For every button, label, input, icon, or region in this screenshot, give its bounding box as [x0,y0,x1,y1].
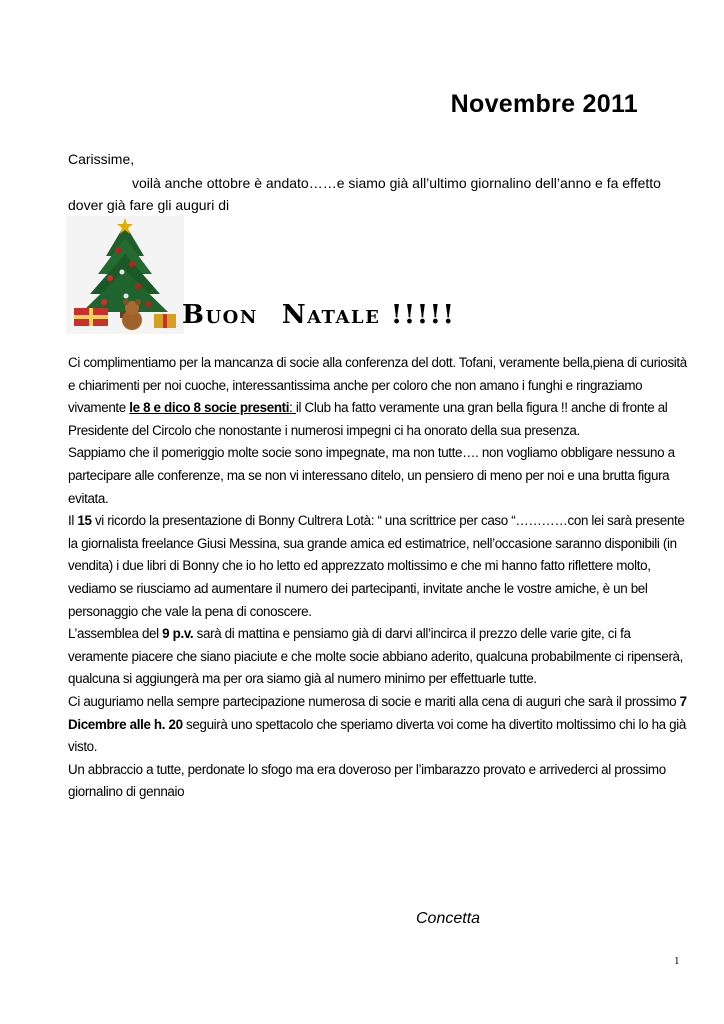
text-span: vi ricordo la presentazione di Bonny Cultrera Lotà: “ una scrittrice per caso “…………con lei sarà presente la giornalista freelance Giusi Messina, sua grande amica ed estimatrice, nell’occasione saranno disponibili (in vendita) i due libri di Bonny che io ho letto ed apprezzato moltissimo e che mi hanno fatto riflettere molto, vediamo se riusciamo ad aumentare il numero dei partecipanti, invitate anche le vostre amiche, è un bel personaggio che vale la pena di conoscere. [68,513,685,619]
intro-line-1: voilà anche ottobre è andato……e siamo già all’ultimo giornalino dell’anno e fa effetto [132,175,661,191]
date-15: 15 [77,513,92,529]
text-span: il Club ha fatto veramente una gran bella figura !! anche di fronte al Presidente del Circolo che nonostante i numerosi impegni ci ha onorato della sua presenza. [68,400,668,438]
christmas-tree-icon [66,216,184,334]
date-7-dicembre: 7 Dicembre alle h. 20 [68,693,687,732]
paragraph-assembly [68,623,688,691]
highlight-socie-presenti: le 8 e dico 8 socie presenti [129,400,290,416]
page-number: 1 [674,955,680,967]
text-span: seguirà uno spettacolo che speriamo diverta voi come ha divertito moltissimo chi lo ha già visto. [68,716,686,755]
paragraph-afternoon: Sappiamo che il pomeriggio molte socie sono impegnate, ma non tutte…. non vogliamo obbligare nessuno a partecipare alle conferenze, ma se non vi interessano ditelo, un pensiero di meno per noi e una brutta figura evitata. [68,445,675,506]
paragraph-conference [68,352,688,442]
text-span: : [289,400,296,416]
paragraph-closing: Un abbraccio a tutte, perdonate lo sfogo ma era doveroso per l’imbarazzo provato e arrivederci al prossimo giornalino di gennaio [68,761,666,800]
headline-word-2: Natale !!!!! [281,300,456,330]
intro-line-2: dover già fare gli auguri di [68,197,230,213]
date-9-pv: 9 p.v. [162,626,194,642]
buon-natale-heading [182,300,455,330]
paragraph-dinner [68,691,688,759]
greeting: Carissime, [68,151,135,167]
intro-paragraph [68,172,668,216]
headline-word-1: Buon [182,300,258,330]
text-span: Il [68,513,78,529]
signature: Concetta [416,910,481,927]
text-span: L’assemblea del [68,626,163,642]
page-title: Novembre 2011 [450,90,638,118]
text-span: Ci complimentiamo per la mancanza di socie alla conferenza del dott. Tofani, veramente bella,piena di curiosità e chiarimenti per noi cuoche, interessantissima anche per coloro che non amano i funghi e ringraziamo vivamente [68,355,687,416]
letter-body [68,352,688,804]
text-span: sarà di mattina e pensiamo già di darvi all’incirca il prezzo delle varie gite, ci fa veramente piacere che siano piaciute e che molte socie abbiano aderito, qualcuna probabilmente ci ripenserà, qualcuna si aggiungerà ma per ora siamo già al numero minimo per effettuarle tutte. [68,626,684,687]
paragraph-presentation [68,510,688,623]
text-span: Ci auguriamo nella sempre partecipazione numerosa di socie e mariti alla cena di auguri che sarà il prossimo [68,693,680,709]
